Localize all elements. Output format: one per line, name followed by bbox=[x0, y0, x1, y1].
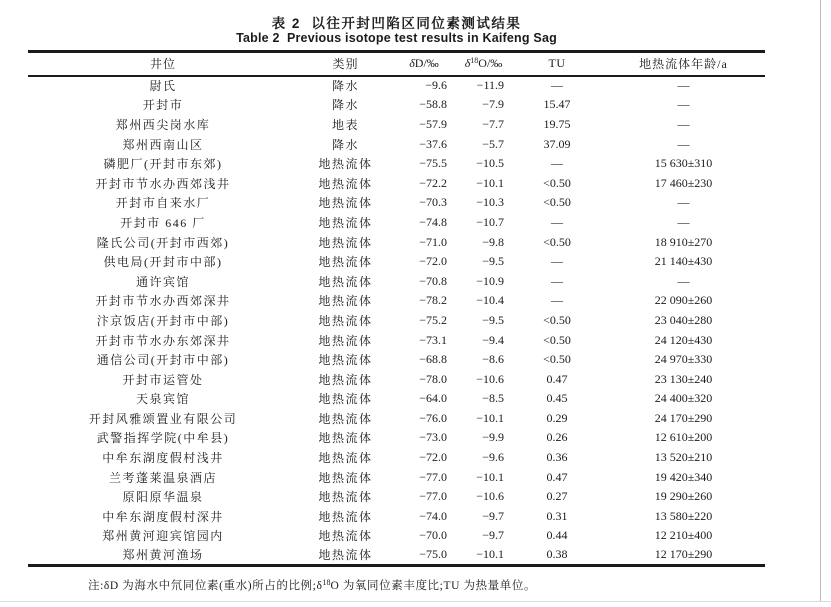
table-footnote bbox=[88, 577, 536, 593]
cell-tu: <0.50 bbox=[543, 312, 571, 327]
cell-tu: — bbox=[551, 78, 563, 93]
table-row bbox=[28, 134, 765, 154]
cell-well: 开封市运管处 bbox=[122, 372, 204, 387]
cell-category: 降水 bbox=[331, 137, 359, 152]
cell-delta-o18: −10.7 bbox=[476, 214, 504, 229]
cell-tu: <0.50 bbox=[543, 332, 571, 347]
table-row bbox=[28, 507, 765, 527]
cell-delta-d: −73.0 bbox=[419, 430, 447, 445]
cell-well: 开封市节水办西郊深井 bbox=[95, 294, 231, 309]
cell-delta-d: −37.6 bbox=[419, 136, 447, 151]
cell-category: 地表 bbox=[331, 117, 359, 132]
cell-age: 24 400±320 bbox=[654, 391, 713, 406]
cell-category: 地热流体 bbox=[318, 157, 373, 172]
cell-delta-o18: −9.7 bbox=[482, 508, 504, 523]
cell-category: 地热流体 bbox=[318, 255, 373, 270]
cell-well: 开封市节水办西郊浅井 bbox=[95, 176, 231, 191]
cell-delta-o18: −9.8 bbox=[482, 234, 504, 249]
header-row bbox=[28, 52, 765, 76]
cell-delta-d: −75.5 bbox=[419, 156, 447, 171]
cell-delta-o18: −7.9 bbox=[482, 97, 504, 112]
cell-category: 地热流体 bbox=[318, 509, 373, 524]
cell-well: 通许宾馆 bbox=[135, 274, 190, 289]
cell-age: 24 970±330 bbox=[654, 352, 713, 367]
cell-delta-o18: −10.3 bbox=[476, 195, 504, 210]
column-header-age: 地热流体年龄/a bbox=[639, 57, 728, 72]
table-row bbox=[28, 311, 765, 331]
cell-tu: 0.47 bbox=[546, 371, 568, 386]
column-header-well: 井位 bbox=[149, 57, 176, 72]
cell-age: — bbox=[677, 78, 690, 93]
cell-well: 汴京饭店(开封市中部) bbox=[96, 313, 230, 328]
cell-well: 开封风雅颂置业有限公司 bbox=[88, 411, 238, 426]
cell-category: 地热流体 bbox=[318, 333, 373, 348]
cell-well: 尉氏 bbox=[149, 79, 177, 94]
cell-delta-o18: −9.7 bbox=[482, 528, 504, 543]
table-row bbox=[28, 389, 765, 409]
cell-well: 开封市 bbox=[142, 98, 184, 113]
cell-category: 地热流体 bbox=[318, 235, 373, 250]
cell-age: — bbox=[677, 116, 690, 131]
table-title-zh: 表 2 以往开封凹陷区同位素测试结果 bbox=[271, 16, 522, 31]
cell-delta-d: −72.0 bbox=[419, 450, 447, 465]
cell-well: 郑州西南山区 bbox=[122, 137, 204, 152]
cell-delta-o18: −10.1 bbox=[476, 547, 504, 562]
cell-delta-o18: −11.9 bbox=[476, 78, 504, 93]
cell-delta-d: −75.2 bbox=[419, 312, 447, 327]
page-edge-vertical-line bbox=[820, 0, 821, 601]
cell-delta-d: −74.0 bbox=[419, 508, 447, 523]
cell-delta-d: −74.8 bbox=[419, 214, 447, 229]
table-row bbox=[28, 232, 765, 252]
cell-delta-d: −9.6 bbox=[425, 78, 447, 93]
table-row bbox=[28, 154, 765, 174]
table-row bbox=[28, 252, 765, 272]
cell-tu: <0.50 bbox=[543, 234, 571, 249]
cell-well: 原阳原华温泉 bbox=[122, 490, 204, 505]
cell-tu: <0.50 bbox=[543, 175, 571, 190]
cell-delta-o18: −9.4 bbox=[482, 332, 504, 347]
cell-well: 中牟东湖度假村浅井 bbox=[102, 451, 224, 466]
table-row bbox=[28, 193, 765, 213]
cell-age: 12 170±290 bbox=[654, 547, 713, 562]
table-row bbox=[28, 428, 765, 448]
cell-category: 地热流体 bbox=[318, 353, 373, 368]
cell-category: 地热流体 bbox=[318, 313, 373, 328]
cell-delta-o18: −10.1 bbox=[476, 175, 504, 190]
footnote-text: O 为氧同位素丰度比;TU 为热量单位。 bbox=[330, 580, 537, 592]
cell-well: 中牟东湖度假村深井 bbox=[102, 509, 224, 524]
cell-age: 19 420±340 bbox=[654, 469, 713, 484]
cell-delta-o18: −10.4 bbox=[476, 293, 504, 308]
cell-tu: <0.50 bbox=[543, 195, 571, 210]
table-row bbox=[28, 546, 765, 566]
table-row bbox=[28, 526, 765, 546]
cell-delta-o18: −10.1 bbox=[476, 410, 504, 425]
cell-category: 地热流体 bbox=[318, 529, 373, 544]
cell-well: 磷肥厂(开封市东郊) bbox=[103, 157, 223, 172]
cell-category: 地热流体 bbox=[318, 274, 373, 289]
table-body bbox=[28, 76, 765, 566]
cell-delta-o18: −9.9 bbox=[482, 430, 504, 445]
table-row bbox=[28, 409, 765, 429]
cell-age: 12 610±200 bbox=[654, 430, 713, 445]
cell-age: 19 290±260 bbox=[654, 489, 713, 504]
cell-age: 17 460±230 bbox=[654, 175, 713, 190]
cell-delta-d: −73.1 bbox=[419, 332, 447, 347]
cell-well: 开封市节水办东郊深井 bbox=[95, 333, 231, 348]
cell-delta-o18: −5.7 bbox=[482, 136, 504, 151]
column-header-delta-d: δD/‰ bbox=[409, 56, 439, 71]
cell-age: 24 120±430 bbox=[654, 332, 713, 347]
cell-delta-d: −76.0 bbox=[419, 410, 447, 425]
cell-well: 隆氏公司(开封市西郊) bbox=[96, 235, 230, 250]
cell-delta-d: −71.0 bbox=[419, 234, 447, 249]
cell-category: 地热流体 bbox=[318, 215, 373, 230]
cell-delta-d: −78.2 bbox=[419, 293, 447, 308]
superscript-18: 18 bbox=[322, 578, 331, 587]
delta-symbol: δ bbox=[464, 56, 471, 71]
cell-well: 通信公司(开封市中部) bbox=[96, 353, 230, 368]
table-row bbox=[28, 350, 765, 370]
cell-tu: 0.38 bbox=[546, 547, 568, 562]
cell-tu: 0.44 bbox=[546, 528, 568, 543]
cell-age: — bbox=[677, 97, 690, 112]
cell-delta-d: −72.0 bbox=[419, 254, 447, 269]
cell-age: 18 910±270 bbox=[654, 234, 713, 249]
cell-tu: 37.09 bbox=[543, 136, 571, 151]
cell-delta-o18: −8.6 bbox=[482, 352, 504, 367]
cell-category: 地热流体 bbox=[318, 451, 373, 466]
cell-well: 武警指挥学院(中牟县) bbox=[96, 431, 230, 446]
cell-tu: 0.29 bbox=[546, 410, 568, 425]
cell-age: 13 520±210 bbox=[654, 450, 713, 465]
cell-well: 供电局(开封市中部) bbox=[103, 255, 223, 270]
cell-age: 12 210±400 bbox=[654, 528, 713, 543]
cell-category: 地热流体 bbox=[318, 294, 373, 309]
cell-well: 郑州黄河渔场 bbox=[122, 548, 204, 563]
cell-well: 天泉宾馆 bbox=[135, 392, 190, 407]
cell-well: 开封市 646 厂 bbox=[120, 215, 206, 230]
cell-delta-o18: −10.5 bbox=[476, 156, 504, 171]
cell-delta-d: −70.8 bbox=[419, 273, 447, 288]
table-row bbox=[28, 330, 765, 350]
cell-tu: <0.50 bbox=[543, 352, 571, 367]
cell-age: 24 170±290 bbox=[654, 410, 713, 425]
cell-tu: 0.26 bbox=[546, 430, 568, 445]
cell-delta-d: −72.2 bbox=[419, 175, 447, 190]
cell-category: 地热流体 bbox=[318, 490, 373, 505]
cell-age: 13 580±220 bbox=[654, 508, 713, 523]
cell-tu: 0.27 bbox=[546, 489, 568, 504]
table-row bbox=[28, 271, 765, 291]
cell-category: 地热流体 bbox=[318, 431, 373, 446]
cell-tu: 0.36 bbox=[546, 450, 568, 465]
cell-delta-o18: −9.5 bbox=[482, 254, 504, 269]
table-row bbox=[28, 115, 765, 135]
cell-delta-d: −58.8 bbox=[419, 97, 447, 112]
cell-delta-o18: −8.5 bbox=[482, 391, 504, 406]
cell-age: 23 130±240 bbox=[654, 371, 713, 386]
table-row bbox=[28, 369, 765, 389]
cell-delta-d: −64.0 bbox=[419, 391, 447, 406]
cell-delta-d: −77.0 bbox=[419, 469, 447, 484]
cell-delta-d: −57.9 bbox=[419, 116, 447, 131]
cell-category: 地热流体 bbox=[318, 392, 373, 407]
table-row bbox=[28, 173, 765, 193]
cell-delta-d: −75.0 bbox=[419, 547, 447, 562]
cell-tu: — bbox=[551, 156, 563, 171]
page-edge-horizontal-line bbox=[0, 601, 831, 602]
cell-tu: 0.45 bbox=[546, 391, 568, 406]
column-header-category: 类别 bbox=[332, 57, 359, 72]
cell-tu: 15.47 bbox=[543, 97, 571, 112]
cell-delta-o18: −10.9 bbox=[476, 273, 504, 288]
cell-category: 降水 bbox=[331, 98, 359, 113]
cell-tu: — bbox=[551, 254, 563, 269]
table-row bbox=[28, 448, 765, 468]
cell-delta-d: −68.8 bbox=[419, 352, 447, 367]
cell-category: 降水 bbox=[331, 79, 359, 94]
cell-age: — bbox=[677, 214, 690, 229]
cell-well: 郑州黄河迎宾馆园内 bbox=[102, 529, 224, 544]
cell-category: 地热流体 bbox=[318, 548, 373, 563]
cell-category: 地热流体 bbox=[318, 411, 373, 426]
cell-delta-o18: −9.5 bbox=[482, 312, 504, 327]
cell-delta-o18: −7.7 bbox=[482, 116, 504, 131]
cell-delta-d: −70.3 bbox=[419, 195, 447, 210]
cell-tu: — bbox=[551, 293, 563, 308]
cell-tu: 0.31 bbox=[546, 508, 568, 523]
table-row bbox=[28, 95, 765, 115]
cell-tu: 0.47 bbox=[546, 469, 568, 484]
footnote-text: 注:δD 为海水中氘同位素(重水)所占的比例;δ bbox=[88, 580, 323, 592]
cell-category: 地热流体 bbox=[318, 176, 373, 191]
cell-age: 21 140±430 bbox=[654, 254, 713, 269]
table-title-en: Table 2 Previous isotope test results in Kaifeng Sag bbox=[236, 31, 557, 45]
delta-symbol: δ bbox=[409, 56, 415, 71]
column-header-tu: TU bbox=[548, 56, 566, 71]
cell-well: 开封市自来水厂 bbox=[115, 196, 211, 211]
cell-age: 22 090±260 bbox=[654, 293, 713, 308]
cell-tu: — bbox=[551, 214, 563, 229]
cell-well: 兰考蓬莱温泉酒店 bbox=[108, 470, 217, 485]
table-row bbox=[28, 467, 765, 487]
cell-delta-o18: −10.6 bbox=[476, 489, 504, 504]
cell-category: 地热流体 bbox=[318, 196, 373, 211]
cell-tu: 19.75 bbox=[543, 116, 571, 131]
cell-delta-d: −78.0 bbox=[419, 371, 447, 386]
table-row bbox=[28, 487, 765, 507]
cell-category: 地热流体 bbox=[318, 470, 373, 485]
superscript-18: 18 bbox=[470, 56, 479, 66]
cell-delta-o18: −10.1 bbox=[476, 469, 504, 484]
cell-age: — bbox=[677, 273, 690, 288]
table-row bbox=[28, 76, 765, 96]
cell-age: — bbox=[677, 195, 690, 210]
cell-delta-d: −70.0 bbox=[419, 528, 447, 543]
cell-delta-o18: −9.6 bbox=[482, 450, 504, 465]
table-header bbox=[28, 52, 765, 76]
cell-age: 23 040±280 bbox=[654, 312, 713, 327]
cell-age: — bbox=[677, 136, 690, 151]
isotope-results-table bbox=[28, 50, 765, 567]
cell-category: 地热流体 bbox=[318, 372, 373, 387]
cell-well: 郑州西尖岗水库 bbox=[115, 117, 211, 132]
cell-delta-o18: −10.6 bbox=[476, 371, 504, 386]
cell-tu: — bbox=[551, 273, 563, 288]
cell-delta-d: −77.0 bbox=[419, 489, 447, 504]
table-row bbox=[28, 213, 765, 233]
cell-age: 15 630±310 bbox=[654, 156, 713, 171]
column-header-delta-o18: $\delta^{18}O/‰$ bbox=[464, 56, 503, 71]
table-row bbox=[28, 291, 765, 311]
